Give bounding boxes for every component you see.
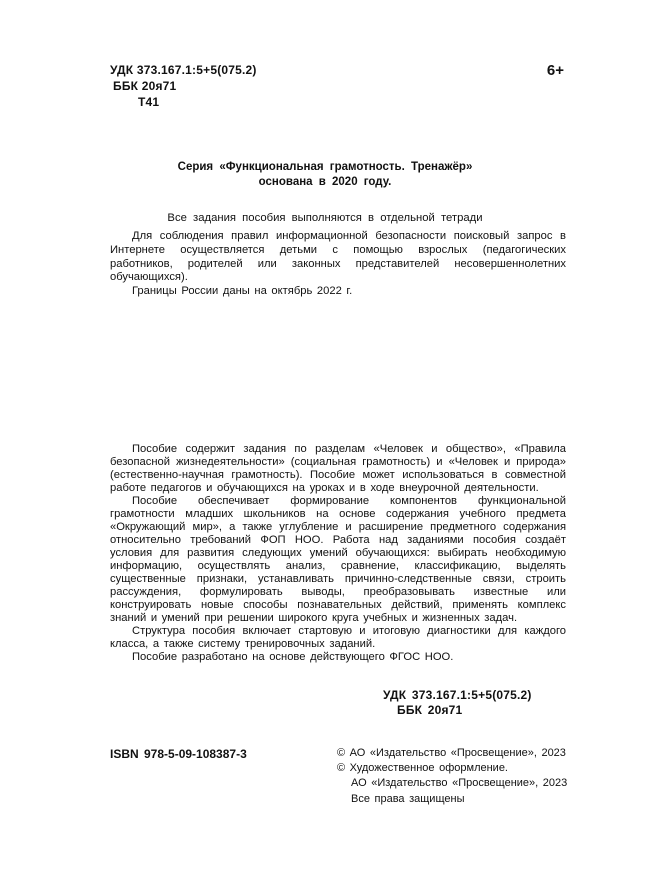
age-rating-badge: 6+ [546, 62, 564, 79]
safety-paragraph: Для соблюдения правил информационной безопасности поисковый запрос в Интернете осуществляется детьми с помощью взрослых (педагогических работников, родителей или законных представителей несовершеннолетних обучающихся). [110, 230, 566, 284]
copyright-line: © Художественное оформление. [337, 762, 508, 775]
bbk-code-top: ББК 20я71 [113, 79, 177, 93]
copyright-line: © АО «Издательство «Просвещение», 2023 [337, 747, 566, 759]
series-block [0, 160, 650, 224]
series-note-line2: основана в 2020 году. [258, 175, 392, 188]
copyright-block [337, 746, 567, 807]
annotation-paragraph: Пособие обеспечивает формирование компонентов функциональной грамотности младших школьников на основе содержания учебного предмета «Окружающий мир», а также углубление и расширение предметного содержания относительно требований ФОП НОО. Работа над заданиями пособия создаёт условия для развития следующих умений обучающихся: выбирать необходимую информацию, осуществлять анализ, сравнение, классификацию, выделять существенные признаки, устанавливать причинно-следственные связи, строить рассуждения, формулировать выводы, преобразовывать известные или конструировать новые способы познавательных действий, применять комплекс знаний и умений при решении широкого круга учебных и жизненных задач. [110, 495, 566, 624]
copyright-line: Все права защищены [351, 792, 465, 805]
author-sign: Т41 [138, 95, 160, 109]
bbk-code-bottom: ББК 20я71 [397, 703, 463, 717]
classification-codes-bottom [383, 688, 532, 718]
borders-note: Границы России даны на октябрь 2022 г. [132, 285, 353, 298]
annotation-paragraph: Структура пособия включает стартовую и итоговую диагностики для каждого класса, а также систему тренировочных заданий. [110, 625, 566, 650]
safety-note-block [110, 230, 566, 299]
annotation-block [110, 443, 566, 664]
notebook-note: Все задания пособия выполняются в отдельной тетради [167, 212, 483, 224]
annotation-paragraph: Пособие разработано на основе действующего ФГОС НОО. [132, 651, 454, 663]
copyright-line: АО «Издательство «Просвещение», 2023 [351, 777, 568, 790]
isbn: ISBN 978-5-09-108387-3 [110, 747, 247, 761]
udk-code-top: УДК 373.167.1:5+5(075.2) [110, 63, 257, 77]
classification-codes-top [110, 62, 257, 110]
series-note-line1: Серия «Функциональная грамотность. Тренажёр» [177, 161, 473, 173]
udk-code-bottom: УДК 373.167.1:5+5(075.2) [383, 688, 532, 702]
annotation-paragraph: Пособие содержит задания по разделам «Человек и общество», «Правила безопасной жизнедеятельности» (социальная грамотность) и «Человек и природа» (естественно-научная грамотность). Пособие может использоваться в совместной работе педагогов и обучающихся на уроках и в ходе внеурочной деятельности. [110, 443, 566, 494]
